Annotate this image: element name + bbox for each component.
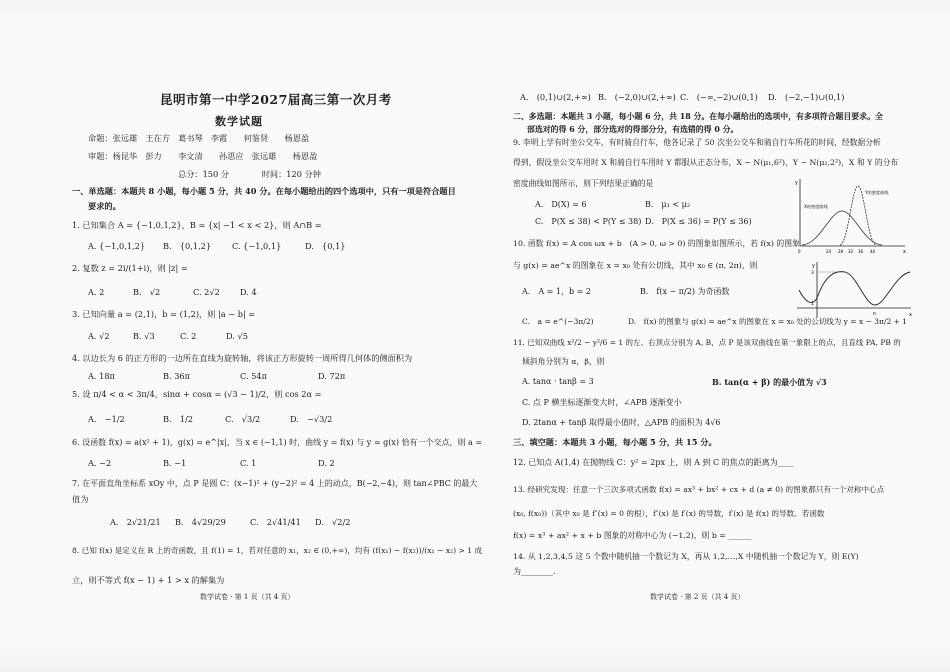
fig2-tick-1: 1: [811, 302, 814, 307]
reviewers-line: 审题：杨昆华 彭力 李文清 孙思应 张远雄 杨恩盈: [88, 151, 318, 161]
question-8: 8. 已知 f(x) 是定义在 R 上的奇函数，且 f(1) = 1，若对任意的 x₁，x₂ ∈ (0,+∞)，均有 (f(x₁) − f(x₂))/(x₁ − x₂) > 1 成: [72, 546, 483, 555]
q7-option-c: C. 2√41/41: [250, 517, 301, 527]
question-6: 6. 设函数 f(x) = a(x² + 1)，g(x) = e^|x|，当 x ∈ (−1,1) 时，曲线 y = f(x) 与 y = g(x) 恰有一个交点，则 a =: [72, 438, 483, 447]
question-8-cont: 立，则不等式 f(x − 1) + 1 > x 的解集为: [72, 575, 225, 585]
question-2: 2. 复数 z = 2i/(1+i)，则 |z| =: [72, 263, 188, 273]
q8-option-c: C. (−∞,−2)∪(0,1): [680, 92, 758, 102]
fig1-tick-32: 32: [848, 249, 854, 254]
q2-option-a: A. 2: [88, 287, 105, 297]
question-9-cont2: 密度曲线如图所示，则下列结果正确的是: [513, 179, 654, 188]
section2-heading: 二、多选题：本题共 3 小题，每小题 6 分，共 18 分。在每小题给出的选项中，有多项符合题目要求。全: [513, 112, 883, 121]
q9-option-c: C. P(X ≤ 38) < P(Y ≤ 38): [535, 217, 642, 226]
question-11: 11. 已知双曲线 x²/2 − y²/6 = 1 的左、右顶点分别为 A, B，点 P 是该双曲线在第一象限上的点，且直线 PA, PB 的: [513, 338, 901, 347]
q7-option-d: D. √2/2: [315, 517, 351, 527]
fig1-y-label: y: [795, 180, 798, 186]
q8-option-b: B. (−2,0)∪(2,+∞): [598, 92, 676, 102]
question-5: 5. 设 π/4 < α < 3π/4，sinα + cosα = (√3 − 1)/2，则 cos 2α =: [72, 389, 322, 399]
q11-option-a: A. tanα · tanβ = 3: [522, 377, 594, 386]
section3-heading: 三、填空题：本题共 3 小题，每小题 5 分，共 15 分。: [513, 437, 717, 447]
q5-option-a: A. −1/2: [88, 414, 125, 424]
question-7-cont: 值为: [72, 494, 89, 504]
fig1-x-label: x: [903, 249, 906, 255]
q6-option-d: D. 2: [318, 458, 335, 468]
q3-option-a: A. √2: [88, 331, 110, 341]
q6-option-c: C. 1: [240, 458, 257, 468]
fig1-tick-40: 40: [870, 249, 876, 254]
q1-option-c: C. {−1,0,1}: [232, 241, 282, 251]
question-11-cont: 倾斜角分别为 α，β，则: [522, 357, 605, 366]
question-13-cont2: f(x) = x³ + ax² + x + b 图象的对称中心为 (−1,2)，则 b = ______: [513, 531, 752, 540]
proposers-line: 命题：张远雄 王在方 葛书琴 李霞 何鉴贤 杨恩盈: [88, 133, 310, 143]
question-14-cont: 为________.: [513, 567, 556, 576]
fig1-tick-36: 36: [858, 249, 864, 254]
exam-title: 昆明市第一中学2027届高三第一次月考: [160, 92, 392, 107]
page-2-footer: 数学试卷 · 第 2 页（共 4 页）: [650, 593, 745, 601]
q1-option-a: A. {−1,0,1,2}: [88, 241, 146, 251]
q1-option-b: B. {0,1,2}: [163, 241, 212, 251]
q4-option-d: D. 72π: [318, 371, 346, 381]
score-time-line: 总分：150 分 时间：120 分钟: [178, 169, 321, 179]
q3-option-b: B. √3: [133, 331, 155, 341]
q6-option-a: A. −2: [88, 458, 112, 468]
q2-option-d: D. 4: [240, 287, 257, 297]
fig2-x-label: x: [909, 312, 912, 318]
question-1: 1. 已知集合 A = {−1,0,1,2}，B = {x| −1 < x < 2}，则 A∩B =: [72, 220, 322, 230]
q10-cosine-figure: [795, 260, 915, 320]
q3-option-d: D. √5: [226, 331, 248, 341]
q7-option-a: A. 2√21/21: [110, 517, 161, 527]
question-9-cont1: 得到，假设坐公交车用时 X 和骑自行车用时 Y 都服从正态分布，X ~ N(μ₁,6²)，Y ~ N(μ₂,2²)，X 和 Y 的分布: [513, 158, 899, 167]
fig2-cosine-curve: [799, 272, 910, 305]
q5-option-b: B. 1/2: [163, 414, 193, 424]
section1-heading-cont: 要求的。: [88, 201, 121, 211]
page-1-footer: 数学试卷 · 第 1 页（共 4 页）: [200, 593, 295, 601]
fig2-tick-3: 3: [811, 271, 814, 276]
question-3: 3. 已知向量 a = (2,1)，b = (1,2)，则 |a − b| =: [72, 309, 256, 319]
q2-option-c: C. 2√2: [193, 287, 220, 297]
question-13-cont1: (x₀, f(x₀))（其中 x₀ 是 f″(x) = 0 的根），f″(x) 是 f′(x) 的导数，f′(x) 是 f(x) 的导数。若函数: [513, 509, 825, 518]
section1-heading: 一、单选题：本题共 8 小题，每小题 5 分，共 40 分。在每小题给出的四个选项中，只有一项是符合题目: [72, 186, 456, 196]
q9-option-b: B. μ₁ < μ₂: [645, 200, 691, 209]
q4-option-b: B. 36π: [163, 371, 191, 381]
q4-option-c: C. 54π: [240, 371, 267, 381]
fig1-x-curve: [802, 211, 882, 245]
fig1-y-curve-label: Y的密度曲线: [865, 190, 889, 195]
q11-option-c: C. 点 P 横坐标逐渐变大时，∠APB 逐渐变小: [522, 398, 682, 407]
exam-subtitle: 数学试题: [215, 115, 263, 128]
fig1-tick-28: 28: [838, 249, 844, 254]
section2-heading-cont: 部选对的得 6 分，部分选对的得部分分，有选错的得 0 分。: [527, 125, 739, 134]
q10-option-b: B. f(x − π/2) 为奇函数: [640, 287, 730, 296]
q2-option-b: B. √2: [133, 287, 161, 297]
q10-option-d: D. f(x) 的图象与 g(x) = ae^x 的图象在 x = x₀ 处的公切线为 y = x − 3π/2 + 1: [628, 317, 908, 326]
q1-option-d: D. {0,1}: [305, 241, 346, 251]
q4-option-a: A. 18π: [88, 371, 115, 381]
question-10: 10. 函数 f(x) = A cos ωx + b (A > 0, ω > 0) 的图象如图所示，若 f(x) 的图象: [513, 239, 800, 248]
fig2-tick-pi: π: [873, 312, 876, 317]
q5-option-c: C. √3/2: [225, 414, 261, 424]
q5-option-d: D. −√3/2: [290, 414, 333, 424]
q3-option-c: C. 2: [180, 331, 197, 341]
question-7: 7. 在平面直角坐标系 xOy 中，点 P 是圆 C：(x−1)² + (y−2)² = 4 上的动点，B(−2,−4)，则 tan∠PBC 的最大: [72, 479, 478, 488]
q6-option-b: B. −1: [163, 458, 187, 468]
q9-option-a: A. D(X) = 6: [535, 200, 587, 209]
q10-option-a: A. A = 1，b = 2: [522, 287, 591, 296]
question-12: 12. 已知点 A(1,4) 在抛物线 C：y² = 2px 上，则 A 到 C 的焦点的距离为____: [513, 458, 794, 467]
q8-option-a: A. (0,1)∪(2,+∞): [520, 92, 591, 102]
question-4: 4. 以边长为 6 的正方形的一边所在直线为旋转轴，将该正方形旋转一周所得几何体的侧面积为: [72, 353, 413, 363]
fig2-y-label: y: [812, 263, 815, 269]
q10-option-c: C. a = e^(−3π/2): [522, 317, 594, 326]
question-13: 13. 经研究发现：任意一个三次多项式函数 f(x) = ax³ + bx² + cx + d (a ≠ 0) 的图象都只有一个对称中心点: [513, 485, 885, 494]
question-14: 14. 从 1,2,3,4,5 这 5 个数中随机抽一个数记为 X，再从 1,2,…,X 中随机抽一个数记为 Y，则 E(Y): [513, 552, 859, 561]
fig1-x-curve-label: X的密度曲线: [804, 204, 828, 209]
q9-option-d: D. P(X ≤ 36) = P(Y ≤ 36): [645, 217, 752, 226]
q8-option-d: D. (−2,−1)∪(0,1): [768, 92, 845, 102]
q9-density-figure: [790, 176, 910, 256]
question-10-cont: 与 g(x) = ae^x 的图象在 x = x₀ 处有公切线，其中 x₀ ∈ (π, 2π)，则: [513, 261, 758, 270]
q11-option-b: B. tan(α + β) 的最小值为 √3: [712, 377, 827, 387]
q7-option-b: B. 4√29/29: [175, 517, 226, 527]
fig1-tick-24: 24: [826, 249, 832, 254]
q11-option-d: D. 2tanα + tanβ 取得最小值时，△APB 的面积为 4√6: [522, 418, 721, 427]
question-9: 9. 李明上学有时坐公交车，有时骑自行车，他各记录了 50 次坐公交车和骑自行车所花的时间，经数据分析: [513, 138, 881, 147]
fig1-tick-0: 0: [798, 249, 801, 254]
